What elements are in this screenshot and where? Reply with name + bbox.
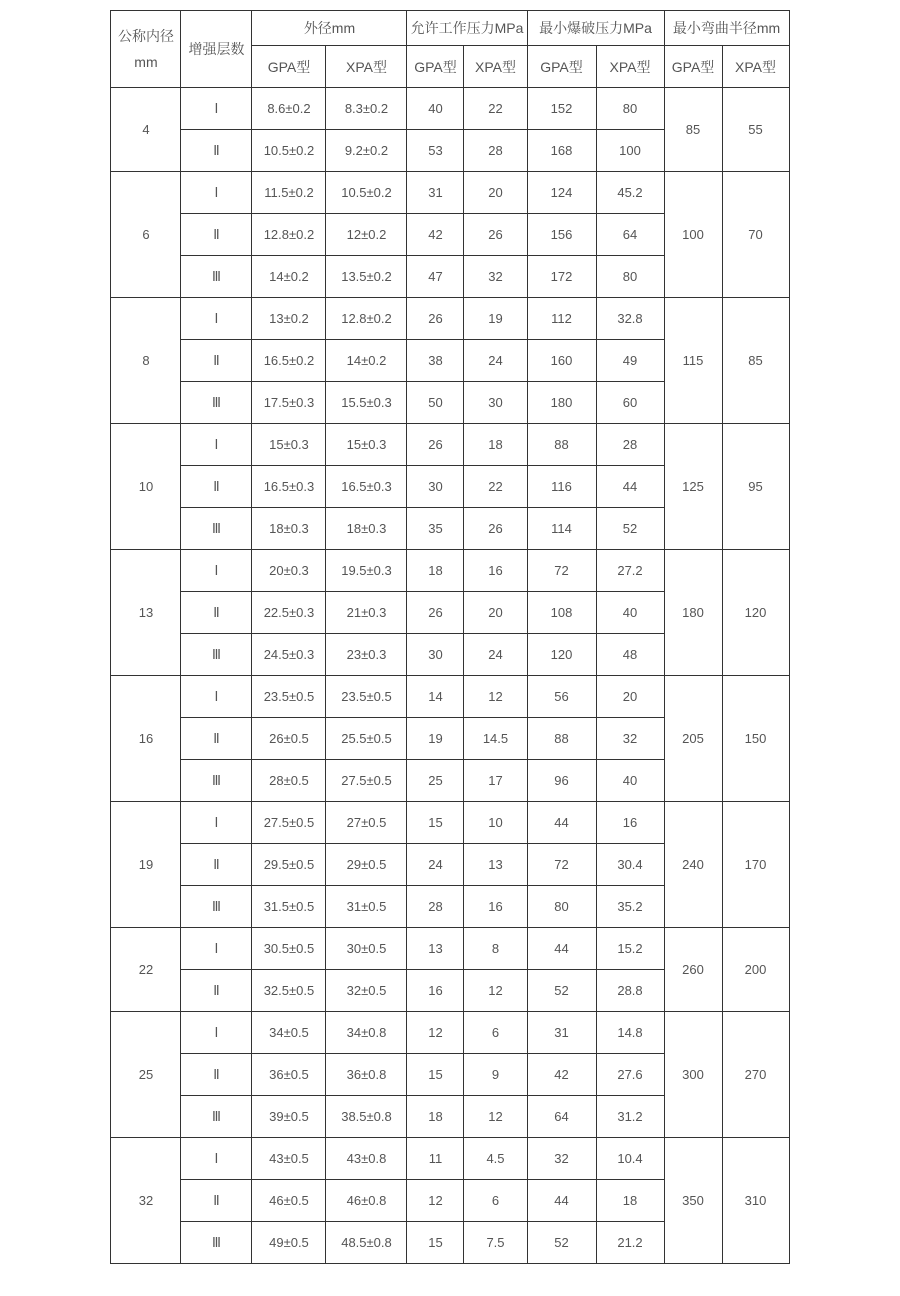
cell-layers: Ⅰ: [181, 1012, 252, 1054]
cell-wp-xpa: 6: [464, 1012, 527, 1054]
cell-od-xpa: 13.5±0.2: [326, 256, 407, 298]
cell-bp-xpa: 48: [596, 634, 664, 676]
table-row: [111, 550, 789, 592]
cell-bp-gpa: 180: [527, 382, 596, 424]
cell-br-xpa: 95: [722, 424, 789, 550]
cell-bp-gpa: 31: [527, 1012, 596, 1054]
cell-wp-xpa: 8: [464, 928, 527, 970]
cell-od-gpa: 10.5±0.2: [252, 130, 326, 172]
cell-nominal-id: 22: [111, 928, 181, 1012]
cell-wp-gpa: 15: [407, 802, 464, 844]
cell-layers: Ⅰ: [181, 88, 252, 130]
cell-layers: Ⅱ: [181, 466, 252, 508]
cell-od-xpa: 23±0.3: [326, 634, 407, 676]
cell-nominal-id: 16: [111, 676, 181, 802]
cell-layers: Ⅱ: [181, 340, 252, 382]
cell-od-gpa: 26±0.5: [252, 718, 326, 760]
cell-od-xpa: 9.2±0.2: [326, 130, 407, 172]
cell-bp-gpa: 168: [527, 130, 596, 172]
cell-od-xpa: 15.5±0.3: [326, 382, 407, 424]
cell-wp-xpa: 19: [464, 298, 527, 340]
cell-od-xpa: 16.5±0.3: [326, 466, 407, 508]
cell-od-xpa: 10.5±0.2: [326, 172, 407, 214]
subheader-bp-gpa: GPA型: [527, 46, 596, 88]
cell-nominal-id: 6: [111, 172, 181, 298]
cell-wp-gpa: 53: [407, 130, 464, 172]
cell-od-gpa: 12.8±0.2: [252, 214, 326, 256]
cell-wp-gpa: 26: [407, 592, 464, 634]
cell-wp-gpa: 30: [407, 634, 464, 676]
cell-bp-xpa: 27.2: [596, 550, 664, 592]
cell-od-gpa: 46±0.5: [252, 1180, 326, 1222]
cell-od-xpa: 43±0.8: [326, 1138, 407, 1180]
cell-od-xpa: 8.3±0.2: [326, 88, 407, 130]
cell-od-xpa: 31±0.5: [326, 886, 407, 928]
cell-br-gpa: 85: [664, 88, 722, 172]
cell-od-xpa: 23.5±0.5: [326, 676, 407, 718]
cell-od-xpa: 21±0.3: [326, 592, 407, 634]
cell-wp-gpa: 18: [407, 1096, 464, 1138]
cell-layers: Ⅰ: [181, 802, 252, 844]
cell-wp-gpa: 11: [407, 1138, 464, 1180]
cell-wp-gpa: 28: [407, 886, 464, 928]
cell-bp-gpa: 108: [527, 592, 596, 634]
subheader-br-xpa: XPA型: [722, 46, 789, 88]
cell-br-gpa: 205: [664, 676, 722, 802]
cell-bp-xpa: 15.2: [596, 928, 664, 970]
cell-bp-gpa: 64: [527, 1096, 596, 1138]
cell-bp-gpa: 114: [527, 508, 596, 550]
cell-br-gpa: 125: [664, 424, 722, 550]
cell-bp-xpa: 64: [596, 214, 664, 256]
cell-wp-gpa: 15: [407, 1222, 464, 1264]
cell-wp-xpa: 22: [464, 88, 527, 130]
cell-wp-gpa: 14: [407, 676, 464, 718]
cell-wp-gpa: 18: [407, 550, 464, 592]
cell-od-xpa: 25.5±0.5: [326, 718, 407, 760]
cell-wp-xpa: 12: [464, 970, 527, 1012]
subheader-od-gpa: GPA型: [252, 46, 326, 88]
cell-wp-gpa: 30: [407, 466, 464, 508]
cell-wp-xpa: 13: [464, 844, 527, 886]
cell-wp-gpa: 26: [407, 298, 464, 340]
cell-bp-gpa: 52: [527, 1222, 596, 1264]
cell-od-gpa: 13±0.2: [252, 298, 326, 340]
cell-od-gpa: 39±0.5: [252, 1096, 326, 1138]
cell-br-xpa: 150: [722, 676, 789, 802]
cell-wp-xpa: 16: [464, 550, 527, 592]
cell-wp-xpa: 30: [464, 382, 527, 424]
cell-nominal-id: 13: [111, 550, 181, 676]
cell-br-gpa: 260: [664, 928, 722, 1012]
cell-wp-gpa: 40: [407, 88, 464, 130]
cell-wp-xpa: 10: [464, 802, 527, 844]
cell-bp-xpa: 32: [596, 718, 664, 760]
cell-bp-xpa: 18: [596, 1180, 664, 1222]
cell-bp-xpa: 40: [596, 592, 664, 634]
cell-br-xpa: 120: [722, 550, 789, 676]
cell-bp-xpa: 35.2: [596, 886, 664, 928]
cell-wp-xpa: 12: [464, 676, 527, 718]
cell-od-gpa: 28±0.5: [252, 760, 326, 802]
cell-bp-xpa: 45.2: [596, 172, 664, 214]
cell-wp-gpa: 47: [407, 256, 464, 298]
cell-layers: Ⅱ: [181, 592, 252, 634]
cell-layers: Ⅰ: [181, 298, 252, 340]
cell-layers: Ⅲ: [181, 382, 252, 424]
cell-nominal-id: 25: [111, 1012, 181, 1138]
cell-wp-xpa: 26: [464, 508, 527, 550]
cell-wp-gpa: 31: [407, 172, 464, 214]
cell-wp-xpa: 12: [464, 1096, 527, 1138]
cell-bp-xpa: 21.2: [596, 1222, 664, 1264]
subheader-bp-xpa: XPA型: [596, 46, 664, 88]
cell-od-gpa: 32.5±0.5: [252, 970, 326, 1012]
cell-bp-xpa: 16: [596, 802, 664, 844]
cell-od-xpa: 14±0.2: [326, 340, 407, 382]
cell-od-gpa: 30.5±0.5: [252, 928, 326, 970]
cell-od-xpa: 19.5±0.3: [326, 550, 407, 592]
cell-layers: Ⅰ: [181, 424, 252, 466]
cell-br-gpa: 180: [664, 550, 722, 676]
cell-bp-xpa: 32.8: [596, 298, 664, 340]
table-row: [111, 1138, 789, 1180]
cell-od-xpa: 29±0.5: [326, 844, 407, 886]
cell-bp-gpa: 88: [527, 424, 596, 466]
cell-nominal-id: 19: [111, 802, 181, 928]
cell-od-gpa: 14±0.2: [252, 256, 326, 298]
cell-od-xpa: 27±0.5: [326, 802, 407, 844]
cell-layers: Ⅲ: [181, 634, 252, 676]
cell-od-gpa: 17.5±0.3: [252, 382, 326, 424]
cell-bp-xpa: 27.6: [596, 1054, 664, 1096]
cell-od-xpa: 48.5±0.8: [326, 1222, 407, 1264]
cell-wp-xpa: 28: [464, 130, 527, 172]
cell-layers: Ⅱ: [181, 1054, 252, 1096]
cell-br-xpa: 70: [722, 172, 789, 298]
cell-nominal-id: 32: [111, 1138, 181, 1264]
cell-wp-xpa: 6: [464, 1180, 527, 1222]
cell-bp-xpa: 100: [596, 130, 664, 172]
cell-bp-xpa: 14.8: [596, 1012, 664, 1054]
cell-bp-gpa: 160: [527, 340, 596, 382]
cell-br-gpa: 240: [664, 802, 722, 928]
cell-br-xpa: 200: [722, 928, 789, 1012]
cell-bp-xpa: 28: [596, 424, 664, 466]
cell-wp-xpa: 18: [464, 424, 527, 466]
cell-bp-gpa: 56: [527, 676, 596, 718]
cell-bp-gpa: 80: [527, 886, 596, 928]
cell-wp-gpa: 13: [407, 928, 464, 970]
header-nominal-id: [111, 11, 181, 88]
header-outer-diameter: 外径mm: [252, 11, 407, 46]
cell-od-gpa: 29.5±0.5: [252, 844, 326, 886]
table-body: [111, 88, 789, 1264]
table-row: [111, 928, 789, 970]
cell-bp-xpa: 80: [596, 256, 664, 298]
cell-layers: Ⅰ: [181, 928, 252, 970]
cell-bp-gpa: 72: [527, 844, 596, 886]
cell-od-gpa: 18±0.3: [252, 508, 326, 550]
cell-od-gpa: 16.5±0.3: [252, 466, 326, 508]
cell-br-xpa: 270: [722, 1012, 789, 1138]
cell-wp-xpa: 22: [464, 466, 527, 508]
cell-layers: Ⅱ: [181, 718, 252, 760]
cell-od-gpa: 16.5±0.2: [252, 340, 326, 382]
cell-od-xpa: 38.5±0.8: [326, 1096, 407, 1138]
cell-layers: Ⅱ: [181, 214, 252, 256]
cell-layers: Ⅱ: [181, 844, 252, 886]
cell-layers: Ⅱ: [181, 130, 252, 172]
cell-layers: Ⅰ: [181, 550, 252, 592]
cell-wp-xpa: 32: [464, 256, 527, 298]
cell-wp-gpa: 35: [407, 508, 464, 550]
cell-layers: Ⅲ: [181, 1222, 252, 1264]
cell-br-gpa: 300: [664, 1012, 722, 1138]
cell-bp-gpa: 120: [527, 634, 596, 676]
subheader-od-xpa: XPA型: [326, 46, 407, 88]
cell-layers: Ⅱ: [181, 970, 252, 1012]
cell-wp-gpa: 15: [407, 1054, 464, 1096]
cell-bp-gpa: 152: [527, 88, 596, 130]
cell-br-xpa: 170: [722, 802, 789, 928]
cell-od-gpa: 27.5±0.5: [252, 802, 326, 844]
cell-layers: Ⅰ: [181, 676, 252, 718]
cell-od-xpa: 46±0.8: [326, 1180, 407, 1222]
cell-od-gpa: 36±0.5: [252, 1054, 326, 1096]
cell-layers: Ⅰ: [181, 1138, 252, 1180]
header-layers: 增强层数: [181, 11, 252, 88]
cell-br-gpa: 115: [664, 298, 722, 424]
cell-wp-gpa: 24: [407, 844, 464, 886]
cell-bp-gpa: 52: [527, 970, 596, 1012]
cell-br-gpa: 350: [664, 1138, 722, 1264]
cell-layers: Ⅲ: [181, 886, 252, 928]
cell-nominal-id: 4: [111, 88, 181, 172]
cell-bp-gpa: 44: [527, 1180, 596, 1222]
cell-od-gpa: 8.6±0.2: [252, 88, 326, 130]
cell-od-gpa: 31.5±0.5: [252, 886, 326, 928]
cell-od-xpa: 12±0.2: [326, 214, 407, 256]
cell-od-gpa: 23.5±0.5: [252, 676, 326, 718]
cell-layers: Ⅲ: [181, 508, 252, 550]
cell-wp-gpa: 12: [407, 1180, 464, 1222]
cell-od-xpa: 12.8±0.2: [326, 298, 407, 340]
cell-bp-xpa: 60: [596, 382, 664, 424]
cell-od-gpa: 43±0.5: [252, 1138, 326, 1180]
table-row: [111, 172, 789, 214]
cell-bp-gpa: 42: [527, 1054, 596, 1096]
table-row: [111, 676, 789, 718]
cell-layers: Ⅰ: [181, 172, 252, 214]
cell-layers: Ⅲ: [181, 760, 252, 802]
cell-bp-gpa: 96: [527, 760, 596, 802]
cell-bp-gpa: 116: [527, 466, 596, 508]
cell-layers: Ⅲ: [181, 256, 252, 298]
cell-wp-gpa: 25: [407, 760, 464, 802]
cell-wp-xpa: 16: [464, 886, 527, 928]
cell-bp-gpa: 124: [527, 172, 596, 214]
cell-od-gpa: 20±0.3: [252, 550, 326, 592]
subheader-br-gpa: GPA型: [664, 46, 722, 88]
cell-od-gpa: 49±0.5: [252, 1222, 326, 1264]
table-row: [111, 1012, 789, 1054]
cell-bp-xpa: 44: [596, 466, 664, 508]
subheader-wp-gpa: GPA型: [407, 46, 464, 88]
cell-bp-xpa: 80: [596, 88, 664, 130]
cell-br-gpa: 100: [664, 172, 722, 298]
cell-bp-gpa: 72: [527, 550, 596, 592]
cell-bp-gpa: 32: [527, 1138, 596, 1180]
cell-bp-xpa: 40: [596, 760, 664, 802]
cell-wp-gpa: 16: [407, 970, 464, 1012]
cell-wp-xpa: 7.5: [464, 1222, 527, 1264]
cell-wp-gpa: 19: [407, 718, 464, 760]
cell-wp-xpa: 17: [464, 760, 527, 802]
cell-bp-xpa: 30.4: [596, 844, 664, 886]
table-row: [111, 88, 789, 130]
cell-bp-gpa: 112: [527, 298, 596, 340]
cell-br-xpa: 85: [722, 298, 789, 424]
header-nominal-id-unit: mm: [134, 54, 158, 70]
cell-bp-gpa: 44: [527, 802, 596, 844]
cell-od-xpa: 34±0.8: [326, 1012, 407, 1054]
table-row: [111, 424, 789, 466]
cell-od-xpa: 18±0.3: [326, 508, 407, 550]
cell-od-gpa: 15±0.3: [252, 424, 326, 466]
header-working-pressure: 允许工作压力MPa: [407, 11, 527, 46]
cell-od-xpa: 36±0.8: [326, 1054, 407, 1096]
cell-wp-xpa: 26: [464, 214, 527, 256]
table-header: [111, 11, 789, 88]
cell-wp-gpa: 38: [407, 340, 464, 382]
header-row-1: [111, 11, 789, 46]
cell-bp-xpa: 49: [596, 340, 664, 382]
cell-od-gpa: 11.5±0.2: [252, 172, 326, 214]
cell-od-xpa: 15±0.3: [326, 424, 407, 466]
cell-bp-xpa: 28.8: [596, 970, 664, 1012]
cell-wp-gpa: 42: [407, 214, 464, 256]
cell-wp-xpa: 24: [464, 634, 527, 676]
cell-wp-xpa: 4.5: [464, 1138, 527, 1180]
cell-wp-xpa: 24: [464, 340, 527, 382]
cell-od-xpa: 27.5±0.5: [326, 760, 407, 802]
header-bend-radius: 最小弯曲半径mm: [664, 11, 789, 46]
cell-layers: Ⅲ: [181, 1096, 252, 1138]
cell-nominal-id: 8: [111, 298, 181, 424]
header-nominal-id-label: 公称内径: [117, 28, 174, 44]
cell-od-xpa: 32±0.5: [326, 970, 407, 1012]
table-row: [111, 298, 789, 340]
cell-od-gpa: 22.5±0.3: [252, 592, 326, 634]
cell-wp-gpa: 50: [407, 382, 464, 424]
cell-br-xpa: 55: [722, 88, 789, 172]
cell-wp-xpa: 9: [464, 1054, 527, 1096]
cell-br-xpa: 310: [722, 1138, 789, 1264]
cell-nominal-id: 10: [111, 424, 181, 550]
cell-bp-gpa: 44: [527, 928, 596, 970]
cell-wp-xpa: 20: [464, 592, 527, 634]
cell-layers: Ⅱ: [181, 1180, 252, 1222]
cell-bp-gpa: 156: [527, 214, 596, 256]
table-row: [111, 802, 789, 844]
hose-spec-table: [110, 10, 789, 1264]
header-burst-pressure: 最小爆破压力MPa: [527, 11, 664, 46]
subheader-wp-xpa: XPA型: [464, 46, 527, 88]
cell-wp-gpa: 12: [407, 1012, 464, 1054]
cell-bp-xpa: 31.2: [596, 1096, 664, 1138]
cell-bp-gpa: 172: [527, 256, 596, 298]
cell-wp-gpa: 26: [407, 424, 464, 466]
cell-bp-xpa: 10.4: [596, 1138, 664, 1180]
cell-od-gpa: 24.5±0.3: [252, 634, 326, 676]
cell-wp-xpa: 20: [464, 172, 527, 214]
cell-bp-xpa: 20: [596, 676, 664, 718]
cell-bp-xpa: 52: [596, 508, 664, 550]
cell-bp-gpa: 88: [527, 718, 596, 760]
cell-od-gpa: 34±0.5: [252, 1012, 326, 1054]
cell-od-xpa: 30±0.5: [326, 928, 407, 970]
cell-wp-xpa: 14.5: [464, 718, 527, 760]
